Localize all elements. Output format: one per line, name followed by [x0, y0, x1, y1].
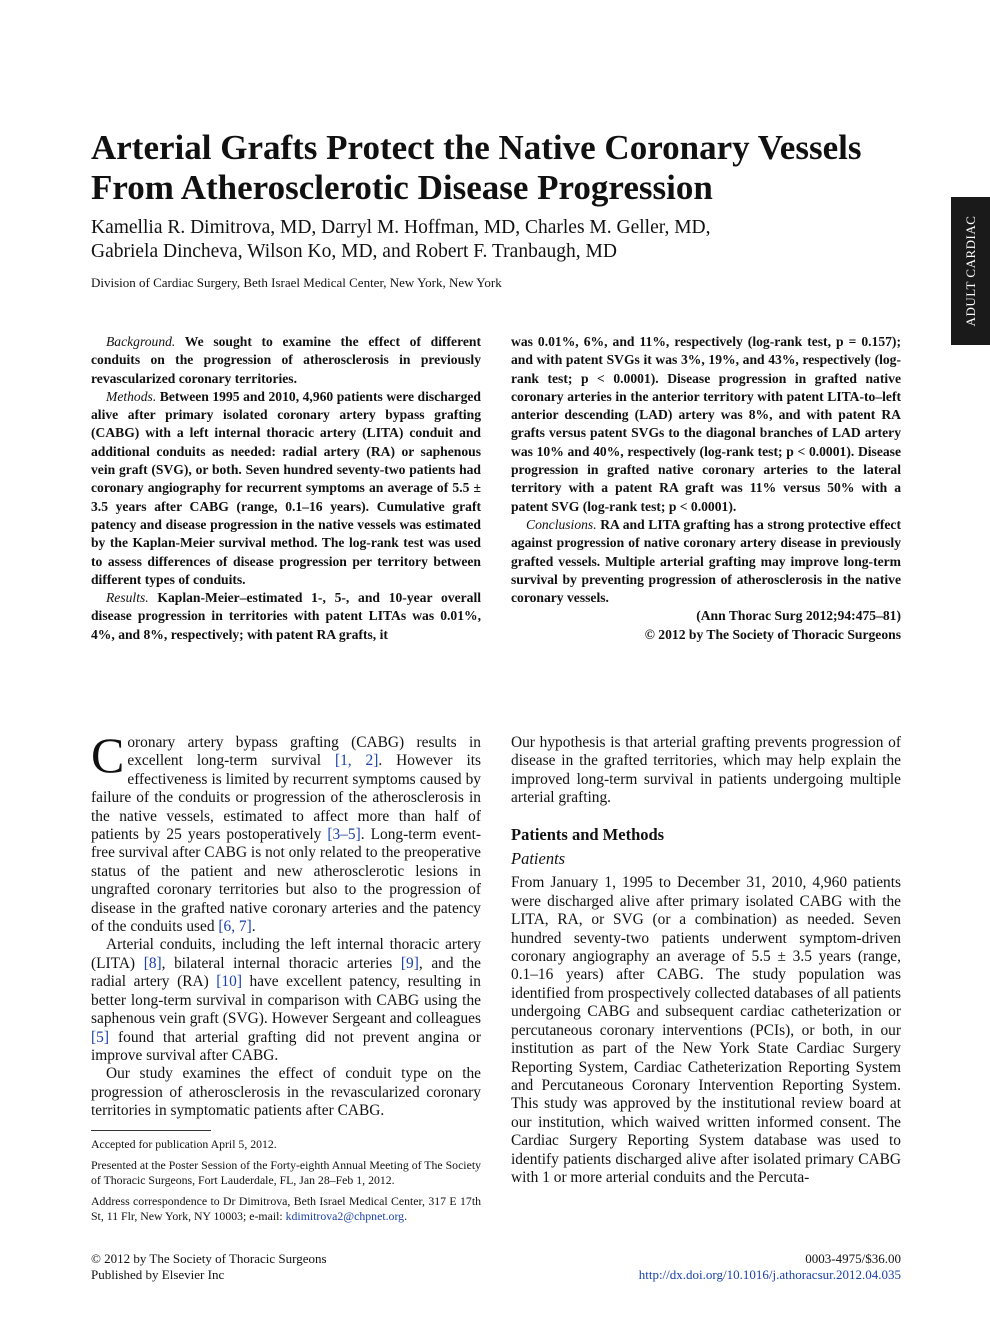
section-heading: Patients and Methods [511, 824, 665, 844]
background-text: We sought to examine the effect of different conduits on the progression of atherosclerosis in previously revascularized coronary territories. [91, 334, 481, 386]
conclusions-text: RA and LITA grafting has a strong protective effect against progression of native coronary artery disease in previously grafted vessels. Multiple arterial grafting may improve long-term survival by preventing progression of atherosclerosis in the native coronary vessels. [511, 516, 901, 606]
intro-paragraph-2 [91, 936, 481, 1065]
email-link[interactable]: kdimitrova2@chpnet.org [285, 1209, 405, 1223]
title-line-1: Arterial Grafts Protect the Native Coronary Vessels [91, 128, 862, 167]
subsection-heading: Patients [511, 849, 566, 869]
presented-note: Presented at the Poster Session of the Forty-eighth Annual Meeting of The Society of Thoracic Surgeons, Fort Lauderdale, FL, Jan 28–Feb 1, 2012. [91, 1158, 481, 1187]
doi-link[interactable]: http://dx.doi.org/10.1016/j.athoracsur.2012.04.035 [638, 1267, 901, 1282]
intro-text: oronary artery bypass grafting (CABG) results in excellent long-term survival [127, 734, 481, 770]
abstract-results-continued: was 0.01%, 6%, and 11%, respectively (log-rank test, p = 0.157); and with patent SVGs it was 3%, 19%, and 43%, respectively (log-rank test; p < 0.0001). Disease progression in grafted native coronary arteries in the anterior territory with patent LITA-to–left anterior descending (LAD) artery was 8%, and with patent RA grafts versus patent SVGs to the diagonal branches of LAD artery was 10% and 40%, respectively (log-rank test; p < 0.0001). Disease progression in grafted native coronary arteries to the lateral territory with a patent RA graft was 11% versus 50% with a patent SVG (log-rank test; p < 0.0001). [511, 334, 901, 514]
article-title [91, 128, 911, 208]
authors-line-1: Kamellia R. Dimitrova, MD, Darryl M. Hoffman, MD, Charles M. Geller, MD, [91, 217, 711, 238]
abstract-background [91, 333, 481, 388]
reference-link[interactable]: [10] [216, 973, 242, 991]
methods-text: Between 1995 and 2010, 4,960 patients were discharged alive after primary isolated coronary artery bypass grafting (CABG) with a left internal thoracic artery (LITA) conduit and additional conduits as needed: radial artery (RA) or saphenous vein graft (SVG), or both. Seven hundred seventy-two patients had coronary angiography for recurrent symptoms an average of 5.5 ± 3.5 years after CABG (range, 0.1–16 years). Cumulative graft patency and disease progression in the native vessels was estimated by the Kaplan-Meier survival method. The log-rank test was used to assess differences of disease progression per territory between different types of conduits. [91, 388, 481, 587]
intro-paragraph-3: Our study examines the effect of conduit type on the progression of atherosclerosis in the revascularized coronary territories in symptomatic patients after CABG. [91, 1065, 481, 1120]
intro-text: . [251, 918, 256, 936]
patients-paragraph: From January 1, 1995 to December 31, 2010, 4,960 patients were discharged alive after primary isolated CABG with the LITA, RA, or SVG (or a combination) as needed. Seven hundred seventy-two patients underwent symptom-driven coronary angiography an average of 5.5 ± 3.5 years (range, 0.1–16 years) after CABG. The study population was identified from prospectively collected databases of all patients undergoing CABG and subsequent cardiac catheterization or percutaneous coronary interventions (PCIs), or both, in our institution as part of the New York State Cardiac Surgery Reporting System, Cardiac Catheterization Reporting System and Percutaneous Coronary Intervention Reporting System. This study was approved by the institutional review board at our institution, which waived written informed consent. The Cardiac Surgery Reporting System database was used to identify patients discharged alive after isolated primary CABG with 1 or more arterial conduits and the Percuta- [511, 874, 901, 1186]
author-list [91, 216, 891, 264]
reference-link[interactable]: [9] [400, 954, 419, 972]
reference-link[interactable]: [6, 7] [218, 918, 252, 936]
title-line-2: From Atherosclerotic Disease Progression [91, 168, 713, 207]
reference-link[interactable]: [1, 2] [334, 752, 379, 770]
body-right-column [511, 734, 901, 1187]
abstract-conclusions [511, 516, 901, 607]
reference-link[interactable]: [3–5] [327, 826, 361, 844]
methods-heading: Methods. [106, 388, 157, 404]
intro-paragraph-1 [91, 727, 481, 936]
intro-text: have excellent patency, resulting in better long-term survival in comparison with CABG using the saphenous vein graft (SVG). However Sergeant and colleagues [91, 973, 481, 1028]
intro-text: . However its effectiveness is limited by recurrent symptoms caused by failure of the conduits or progression of the atherosclerosis in the native vessels, estimated to affect more than half of patients by 25 years postoperatively [91, 752, 481, 844]
authors-line-2: Gabriela Dincheva, Wilson Ko, MD, and Robert F. Tranbaugh, MD [91, 241, 617, 262]
section-side-tab [951, 197, 990, 345]
body-left-column [91, 727, 481, 1121]
intro-text: found that arterial grafting did not prevent angina or improve survival after CABG. [91, 1028, 481, 1064]
accepted-note: Accepted for publication April 5, 2012. [91, 1137, 277, 1151]
background-heading: Background. [106, 334, 176, 349]
abstract-right-column [511, 333, 901, 644]
journal-citation: (Ann Thorac Surg 2012;94:475–81) [696, 608, 901, 624]
reference-link[interactable]: [8] [143, 954, 162, 972]
drop-cap: C [91, 727, 125, 783]
footer-publisher: Published by Elsevier Inc [91, 1267, 225, 1282]
abstract-left-column [91, 333, 481, 644]
address-text: Address correspondence to Dr Dimitrova, Beth Israel Medical Center, 317 E 17th St, 11 Flr, New York, NY 10003; e-mail: [91, 1194, 481, 1223]
footer-issn: 0003-4975/$36.00 [805, 1251, 901, 1266]
intro-text: Arterial conduits, including the left internal thoracic artery (LITA) [91, 936, 481, 972]
reference-link[interactable]: [5] [91, 1028, 109, 1046]
intro-text: , bilateral internal thoracic arteries [161, 954, 401, 972]
intro-text: . Long-term event-free survival after CABG is not only related to the preoperative status of the patient and new atherosclerotic lesions in ungrafted coronary territories but also to the progression of disease in the grafted native coronary arteries and the patency of the conduits used [91, 826, 481, 936]
results-text-left: Kaplan-Meier–estimated 1-, 5-, and 10-year overall disease progression in territories with patent LITAs was 0.01%, 4%, and 8%, respectively; with patent RA grafts, it [91, 590, 481, 642]
footnote-divider [91, 1130, 211, 1131]
footer-copyright: © 2012 by The Society of Thoracic Surgeons [91, 1251, 327, 1266]
abstract-methods [91, 388, 481, 589]
address-note [91, 1194, 481, 1224]
conclusions-heading: Conclusions. [526, 516, 597, 532]
results-heading: Results. [106, 590, 149, 606]
intro-text: , and the radial artery (RA) [91, 954, 481, 991]
abstract-copyright: © 2012 by The Society of Thoracic Surgeons [644, 626, 901, 642]
footer-left [91, 1251, 327, 1283]
side-tab-label: ADULT CARDIAC [962, 215, 978, 327]
footer-right [560, 1251, 901, 1283]
abstract-results [91, 589, 481, 644]
affiliation: Division of Cardiac Surgery, Beth Israel Medical Center, New York, New York [91, 275, 502, 290]
address-end: . [404, 1209, 408, 1223]
footnotes [91, 1137, 481, 1230]
hypothesis-paragraph: Our hypothesis is that arterial grafting prevents progression of disease in the grafted territories, which may help explain the improved long-term survival in patients undergoing multiple arterial grafting. [511, 734, 901, 807]
